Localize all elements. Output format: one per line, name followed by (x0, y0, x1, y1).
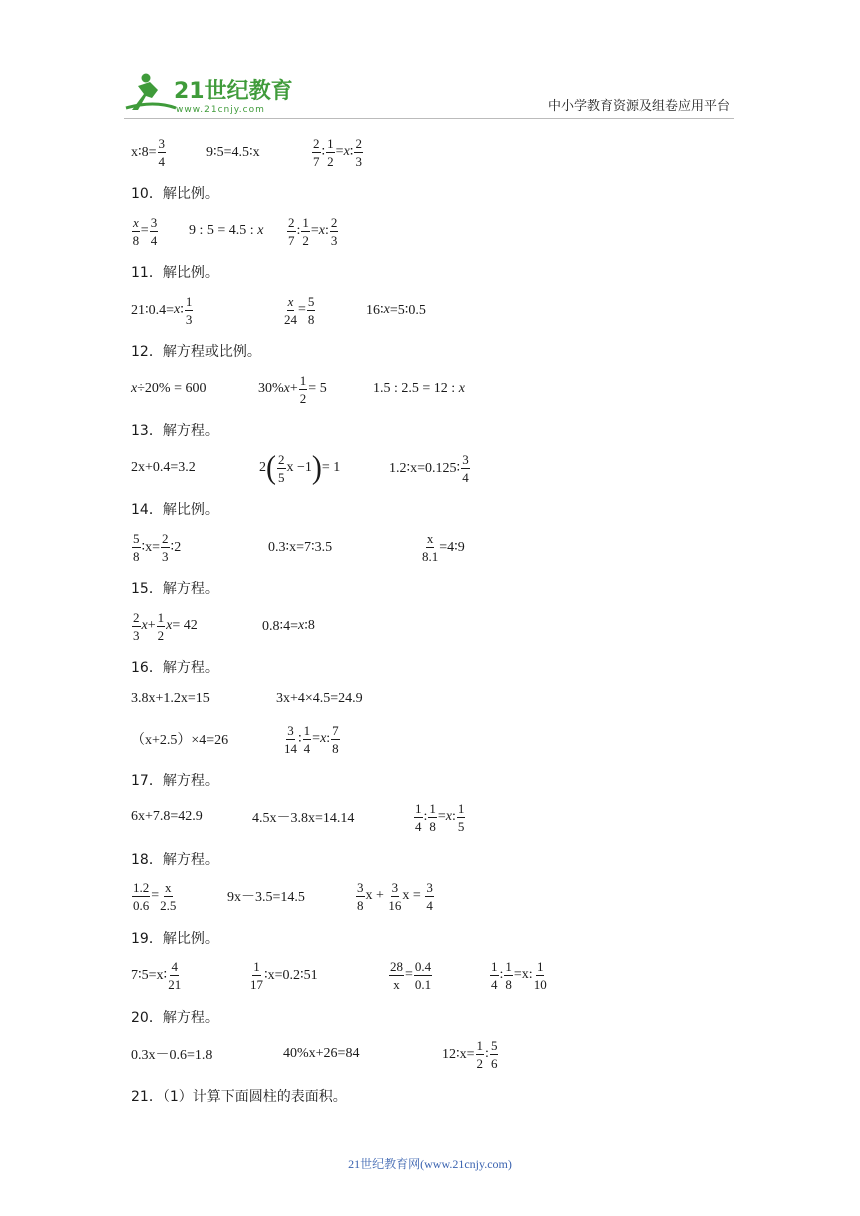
equation-19b: 1 17 ∶x=0.2∶51 (250, 958, 318, 992)
equation-16d: 3 14 ∶ $\frac{1}{4}$ = x : 7 8 (284, 722, 339, 756)
page-footer: 21世纪教育网(www.21cnjy.com) (348, 1157, 512, 1171)
equation-11a: 21∶0.4= x ∶ 1 3 (131, 293, 193, 327)
equation-14a: 5 8 ∶x= $\frac{2}{3}$ ∶2 (133, 530, 182, 564)
equation-14c: $\frac{x}{8.1}$ =4∶9 (422, 530, 465, 564)
equation-10b: 9 : 5 = 4.5 : x (189, 223, 264, 238)
equation-20a: 0.3x－0.6=1.8 (131, 1048, 213, 1063)
equation-19a: 7∶5=x∶ 4 21 (131, 958, 182, 992)
equation-20c: 12∶x= $\frac{1}{2}$ : 5 6 (442, 1037, 498, 1071)
equation-16b: 3x+4×4.5=24.9 (276, 691, 363, 706)
equation-9b: 9∶5=4.5∶x (206, 144, 260, 160)
equation-11c: 16∶ x =5∶0.5 (366, 302, 426, 318)
equation-12b: 30% x + $\frac{1}{2}$ = 5 (258, 372, 327, 406)
equation-16a: 3.8x+1.2x=15 (131, 691, 210, 706)
equation-18a: $\frac{1.2}{0.6}$ = $\frac{x}{2.5}$ (133, 879, 177, 913)
problem-18-title: 18．解方程。 (131, 852, 219, 868)
problem-15-title: 15．解方程。 (131, 581, 219, 597)
equation-9c: 2 7 ∶ $\frac{1}{2}$ = x ∶ 2 3 (313, 135, 362, 169)
problem-16-title: 16．解方程。 (131, 660, 219, 676)
equation-14b: 0.3∶x=7∶3.5 (268, 539, 333, 555)
equation-11b: $\frac{x}{24}$ = $\frac{5}{8}$ (284, 293, 315, 327)
equation-13b: 2 ( 2 5 x −1 ) = 1 (259, 449, 341, 486)
equation-13c: 1.2∶x=0.125∶ 3 4 (389, 451, 469, 485)
platform-name: 中小学教育资源及组卷应用平台 (547, 99, 730, 114)
equation-12a: x ÷ 20% = 600 (131, 381, 207, 396)
equation-20b: 40%x+26=84 (283, 1046, 360, 1061)
equation-12c: 1.5 : 2.5 = 12 : x (373, 381, 465, 396)
problem-10-title: 10．解比例。 (131, 186, 219, 202)
equation-10c: 2 7 : $\frac{1}{2}$ = x : 2 3 (288, 214, 338, 248)
problem-14-title: 14．解比例。 (131, 502, 219, 518)
problem-21-title: 21．（1）计算下面圆柱的表面积。 (131, 1089, 347, 1105)
logo-url: www.21cnjy.com (176, 105, 265, 115)
equation-16c: （x+2.5）×4=26 (131, 733, 229, 748)
equation-19d: 1 4 : $\frac{1}{8}$ = x : 1 10 (491, 958, 547, 992)
equation-9a: x∶8= $\frac{3}{4}$ (131, 135, 166, 169)
problem-20-title: 20．解方程。 (131, 1010, 219, 1026)
equation-15b: 0.8∶4= x ∶ 8 (262, 618, 315, 634)
equation-13a: 2x+0.4=3.2 (131, 460, 196, 475)
logo-text: 21世纪教育 (174, 79, 293, 104)
equation-17a: 6x+7.8=42.9 (131, 809, 203, 824)
equation-10a: $\frac{x}{8}$ = $\frac{3}{4}$ (132, 214, 158, 248)
equation-17c: 1 4 : $\frac{1}{8}$ = x : 1 5 (415, 800, 465, 834)
equation-15a: 2 3 x + $\frac{1}{2}$ x = 42 (133, 609, 198, 643)
header-divider (124, 118, 734, 119)
problem-17-title: 17．解方程。 (131, 773, 219, 789)
equation-17b: 4.5x－3.8x=14.14 (252, 811, 355, 826)
problem-11-title: 11．解比例。 (131, 265, 219, 281)
problem-12-title: 12．解方程或比例。 (131, 344, 261, 360)
equation-18b: 9x－3.5=14.5 (227, 890, 305, 905)
problem-13-title: 13．解方程。 (131, 423, 219, 439)
equation-19c: $\frac{28}{x}$ = $\frac{0.4}{0.1}$ (390, 958, 432, 992)
equation-18c: 3 8 x + $\frac{3}{16}$ x = $\frac{3}{4}$ (357, 879, 433, 913)
site-logo (124, 70, 304, 116)
problem-19-title: 19．解比例。 (131, 931, 219, 947)
